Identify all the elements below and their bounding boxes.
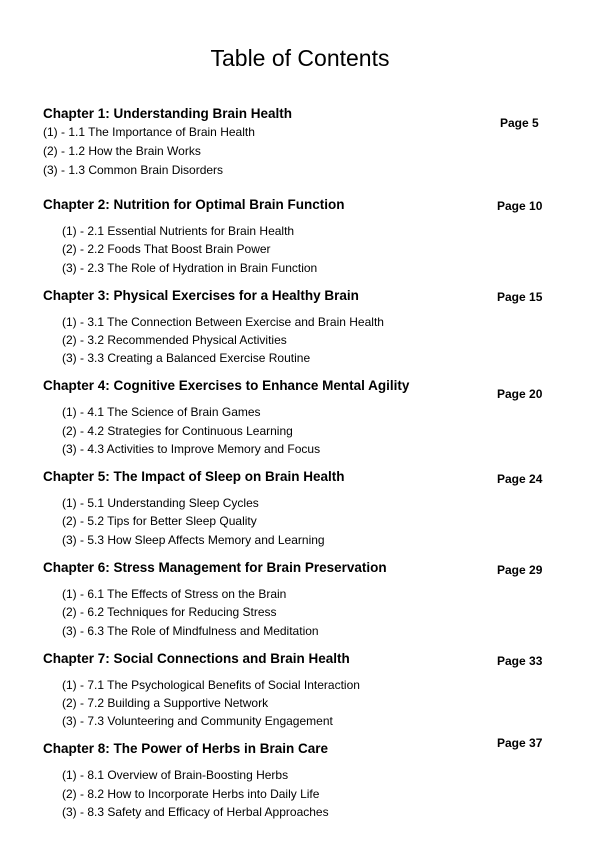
section-4-3[interactable]: (3) - 4.3 Activities to Improve Memory and Focus bbox=[62, 442, 321, 456]
chapter-6-title[interactable]: Chapter 6: Stress Management for Brain Preservation bbox=[43, 560, 387, 575]
page-title: Table of Contents bbox=[210, 45, 390, 71]
section-8-1[interactable]: (1) - 8.1 Overview of Brain-Boosting Herbs bbox=[62, 768, 289, 782]
section-3-3[interactable]: (3) - 3.3 Creating a Balanced Exercise Routine bbox=[62, 351, 311, 365]
section-2-2[interactable]: (2) - 2.2 Foods That Boost Brain Power bbox=[62, 242, 271, 256]
section-8-2[interactable]: (2) - 8.2 How to Incorporate Herbs into Daily Life bbox=[62, 787, 320, 801]
chapter-4-page: Page 20 bbox=[497, 387, 543, 401]
section-7-1[interactable]: (1) - 7.1 The Psychological Benefits of Social Interaction bbox=[62, 678, 360, 692]
section-3-2[interactable]: (2) - 3.2 Recommended Physical Activities bbox=[62, 333, 287, 347]
chapter-7-page: Page 33 bbox=[497, 654, 543, 668]
section-2-1[interactable]: (1) - 2.1 Essential Nutrients for Brain Health bbox=[62, 224, 295, 238]
section-2-3[interactable]: (3) - 2.3 The Role of Hydration in Brain Function bbox=[62, 261, 318, 275]
chapter-1-page: Page 5 bbox=[500, 116, 539, 130]
chapter-5-page: Page 24 bbox=[497, 472, 543, 486]
section-6-2[interactable]: (2) - 6.2 Techniques for Reducing Stress bbox=[62, 605, 277, 619]
chapter-1-title[interactable]: Chapter 1: Understanding Brain Health bbox=[43, 106, 293, 121]
section-7-2[interactable]: (2) - 7.2 Building a Supportive Network bbox=[62, 696, 269, 710]
chapter-6-page: Page 29 bbox=[497, 563, 543, 577]
section-5-3[interactable]: (3) - 5.3 How Sleep Affects Memory and Learning bbox=[62, 533, 325, 547]
chapter-8-page: Page 37 bbox=[497, 736, 543, 750]
section-8-3[interactable]: (3) - 8.3 Safety and Efficacy of Herbal Approaches bbox=[62, 805, 329, 819]
section-1-1[interactable]: (1) - 1.1 The Importance of Brain Health bbox=[43, 125, 255, 139]
chapter-3-title[interactable]: Chapter 3: Physical Exercises for a Healthy Brain bbox=[43, 288, 359, 303]
section-5-2[interactable]: (2) - 5.2 Tips for Better Sleep Quality bbox=[62, 514, 257, 528]
chapter-3-page: Page 15 bbox=[497, 290, 543, 304]
chapter-4-title[interactable]: Chapter 4: Cognitive Exercises to Enhance Mental Agility bbox=[43, 378, 410, 393]
chapter-2-page: Page 10 bbox=[497, 199, 543, 213]
chapter-2-title[interactable]: Chapter 2: Nutrition for Optimal Brain Function bbox=[43, 197, 345, 212]
section-1-3[interactable]: (3) - 1.3 Common Brain Disorders bbox=[43, 163, 224, 177]
chapter-5-title[interactable]: Chapter 5: The Impact of Sleep on Brain Health bbox=[43, 469, 345, 484]
section-4-2[interactable]: (2) - 4.2 Strategies for Continuous Learning bbox=[62, 424, 293, 438]
section-7-3[interactable]: (3) - 7.3 Volunteering and Community Engagement bbox=[62, 714, 333, 728]
section-1-2[interactable]: (2) - 1.2 How the Brain Works bbox=[43, 144, 201, 158]
section-3-1[interactable]: (1) - 3.1 The Connection Between Exercise and Brain Health bbox=[62, 315, 384, 329]
section-4-1[interactable]: (1) - 4.1 The Science of Brain Games bbox=[62, 405, 261, 419]
chapter-7-title[interactable]: Chapter 7: Social Connections and Brain Health bbox=[43, 651, 350, 666]
chapter-8-title[interactable]: Chapter 8: The Power of Herbs in Brain Care bbox=[43, 741, 329, 756]
section-6-1[interactable]: (1) - 6.1 The Effects of Stress on the Brain bbox=[62, 587, 287, 601]
section-5-1[interactable]: (1) - 5.1 Understanding Sleep Cycles bbox=[62, 496, 259, 510]
section-6-3[interactable]: (3) - 6.3 The Role of Mindfulness and Meditation bbox=[62, 624, 319, 638]
